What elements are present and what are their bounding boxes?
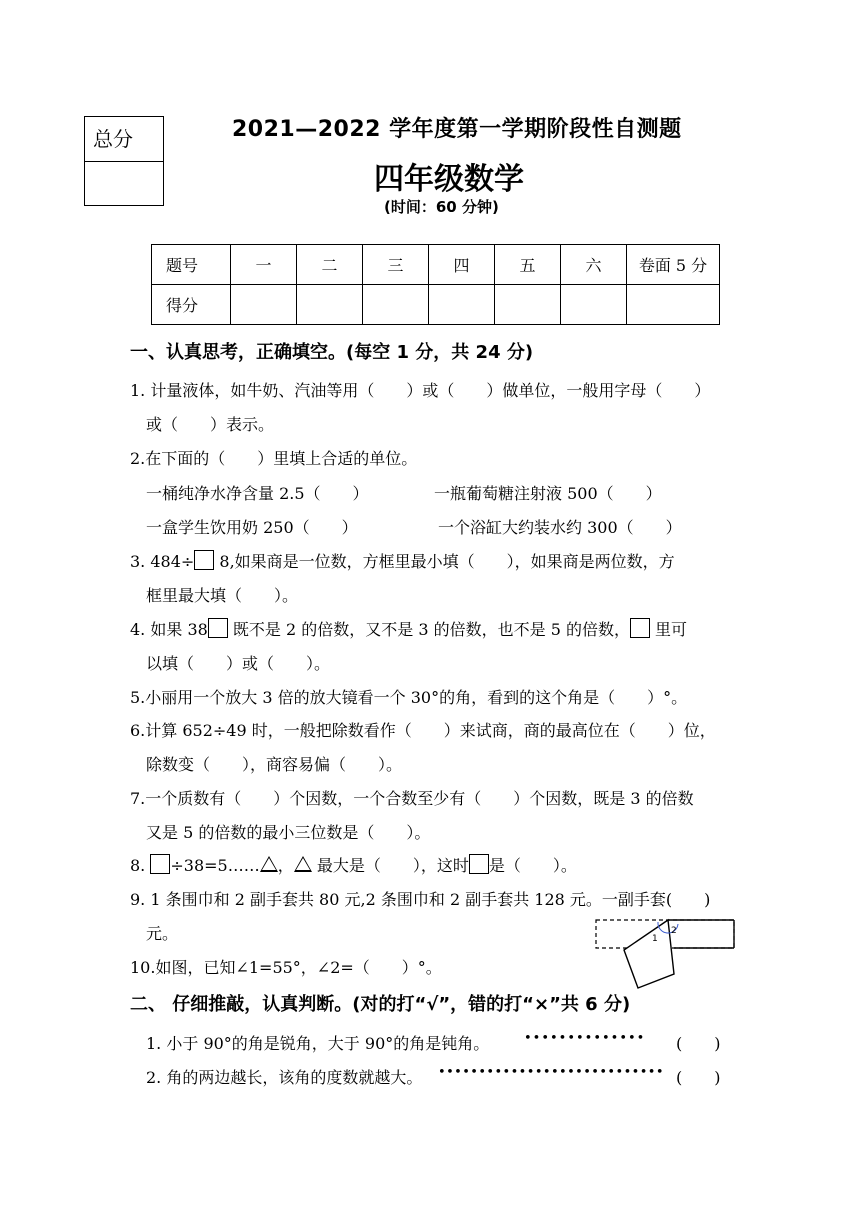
exam-title: 2021—2022 学年度第一学期阶段性自测题 — [232, 117, 682, 142]
blank-box — [469, 854, 489, 874]
subject-title: 四年级数学 — [374, 162, 524, 197]
angle-2-label: 2 — [671, 926, 677, 936]
judge-q2-dots: •••••••••••••••••••••••••••• — [438, 1065, 664, 1080]
q3-line2: 框里最大填（ ）。 — [146, 586, 299, 605]
judge-q1-answer[interactable]: ( ) — [676, 1034, 721, 1053]
q9-line2: 元。 — [146, 924, 179, 943]
q2-item-c: 一盒学生饮用奶 250（ ） — [146, 518, 358, 537]
table-cell: 四 — [429, 245, 495, 285]
blank-box — [208, 618, 228, 638]
time-note: (时间：60 分钟) — [384, 198, 499, 216]
q1-line2: 或（ ）表示。 — [146, 415, 275, 434]
table-cell: 五 — [495, 245, 561, 285]
q8-text-mid3: 最大是（ ），这时 — [311, 856, 469, 875]
q4-text-post: 里可 — [649, 620, 688, 639]
table-cell: 卷面 5 分 — [627, 245, 720, 285]
score-input-cell[interactable] — [231, 285, 297, 325]
q7-line1: 7.一个质数有（ ）个因数，一个合数至少有（ ）个因数，既是 3 的倍数 — [130, 789, 694, 808]
q8-text-post: 是（ ）。 — [488, 856, 577, 875]
folded-flap — [624, 920, 674, 988]
folded-angle-figure — [592, 916, 738, 992]
q6-line2: 除数变（ ），商容易偏（ ）。 — [146, 755, 403, 774]
score-input-cell[interactable] — [495, 285, 561, 325]
q3-text-pre: 3. 484÷ — [130, 552, 195, 571]
section2-title: 二、 仔细推敲，认真判断。(对的打“√”，错的打“×”共 6 分) — [130, 994, 631, 1015]
table-cell: 题号 — [152, 245, 231, 285]
q1-line1: 1. 计量液体，如牛奶、汽油等用（ ）或（ ）做单位，一般用字母（ ） — [130, 381, 711, 400]
triangle-icon — [294, 856, 312, 872]
blank-box — [630, 618, 650, 638]
q2-line: 2.在下面的（ ）里填上合适的单位。 — [130, 449, 418, 468]
blank-box — [194, 550, 214, 570]
q4-text-mid: 既不是 2 的倍数，又不是 3 的倍数，也不是 5 的倍数， — [227, 620, 630, 639]
angle-1-label: 1 — [652, 934, 658, 944]
score-input-cell[interactable] — [363, 285, 429, 325]
q4-line2: 以填（ ）或（ ）。 — [146, 654, 331, 673]
q2-item-a: 一桶纯净水净含量 2.5（ ） — [146, 484, 369, 503]
q3-line1 — [130, 549, 675, 572]
q3-text-post: 8,如果商是一位数，方框里最小填（ ），如果商是两位数，方 — [214, 552, 675, 571]
section1-title: 一、认真思考，正确填空。(每空 1 分，共 24 分) — [130, 342, 534, 363]
score-input-cell[interactable] — [561, 285, 627, 325]
q8-text-pre: 8. — [130, 856, 151, 875]
q10-line: 10.如图，已知∠1=55°，∠2=（ ）°。 — [130, 958, 442, 977]
score-input-cell[interactable] — [429, 285, 495, 325]
q2-item-d: 一个浴缸大约装水约 300（ ） — [438, 518, 682, 537]
score-table-header-row — [152, 245, 720, 285]
table-cell: 六 — [561, 245, 627, 285]
q8-text-mid2: ， — [277, 856, 294, 875]
q7-line2: 又是 5 的倍数的最小三位数是（ ）。 — [146, 823, 431, 842]
score-table — [151, 244, 720, 325]
q8-line — [130, 853, 577, 876]
q4-text-pre: 4. 如果 38 — [130, 620, 208, 639]
total-score-label: 总分 — [85, 117, 163, 162]
score-table-score-row — [152, 285, 720, 325]
score-input-cell[interactable] — [297, 285, 363, 325]
table-cell: 三 — [363, 245, 429, 285]
q6-line1: 6.计算 652÷49 时，一般把除数看作（ ）来试商，商的最高位在（ ）位， — [130, 721, 716, 740]
table-cell: 二 — [297, 245, 363, 285]
judge-q2-answer[interactable]: ( ) — [676, 1068, 721, 1087]
q4-line1 — [130, 617, 687, 640]
triangle-icon — [260, 856, 278, 872]
total-score-box — [84, 116, 164, 206]
table-cell: 得分 — [152, 285, 231, 325]
q5-line: 5.小丽用一个放大 3 倍的放大镜看一个 30°的角，看到的这个角是（ ）°。 — [130, 688, 688, 707]
judge-q2-text: 2. 角的两边越长，该角的度数就越大。 — [146, 1068, 423, 1087]
q2-item-b: 一瓶葡萄糖注射液 500（ ） — [434, 484, 662, 503]
table-cell: 一 — [231, 245, 297, 285]
judge-q1-dots: •••••••••••••• — [524, 1031, 646, 1046]
blank-box — [150, 854, 170, 874]
judge-q1-text: 1. 小于 90°的角是锐角，大于 90°的角是钝角。 — [146, 1034, 490, 1053]
score-input-cell[interactable] — [627, 285, 720, 325]
q8-text-mid1: ÷38=5…… — [170, 856, 260, 875]
q9-line1: 9. 1 条围巾和 2 副手套共 80 元,2 条围巾和 2 副手套共 128 元。一副手套( ) — [130, 890, 711, 909]
